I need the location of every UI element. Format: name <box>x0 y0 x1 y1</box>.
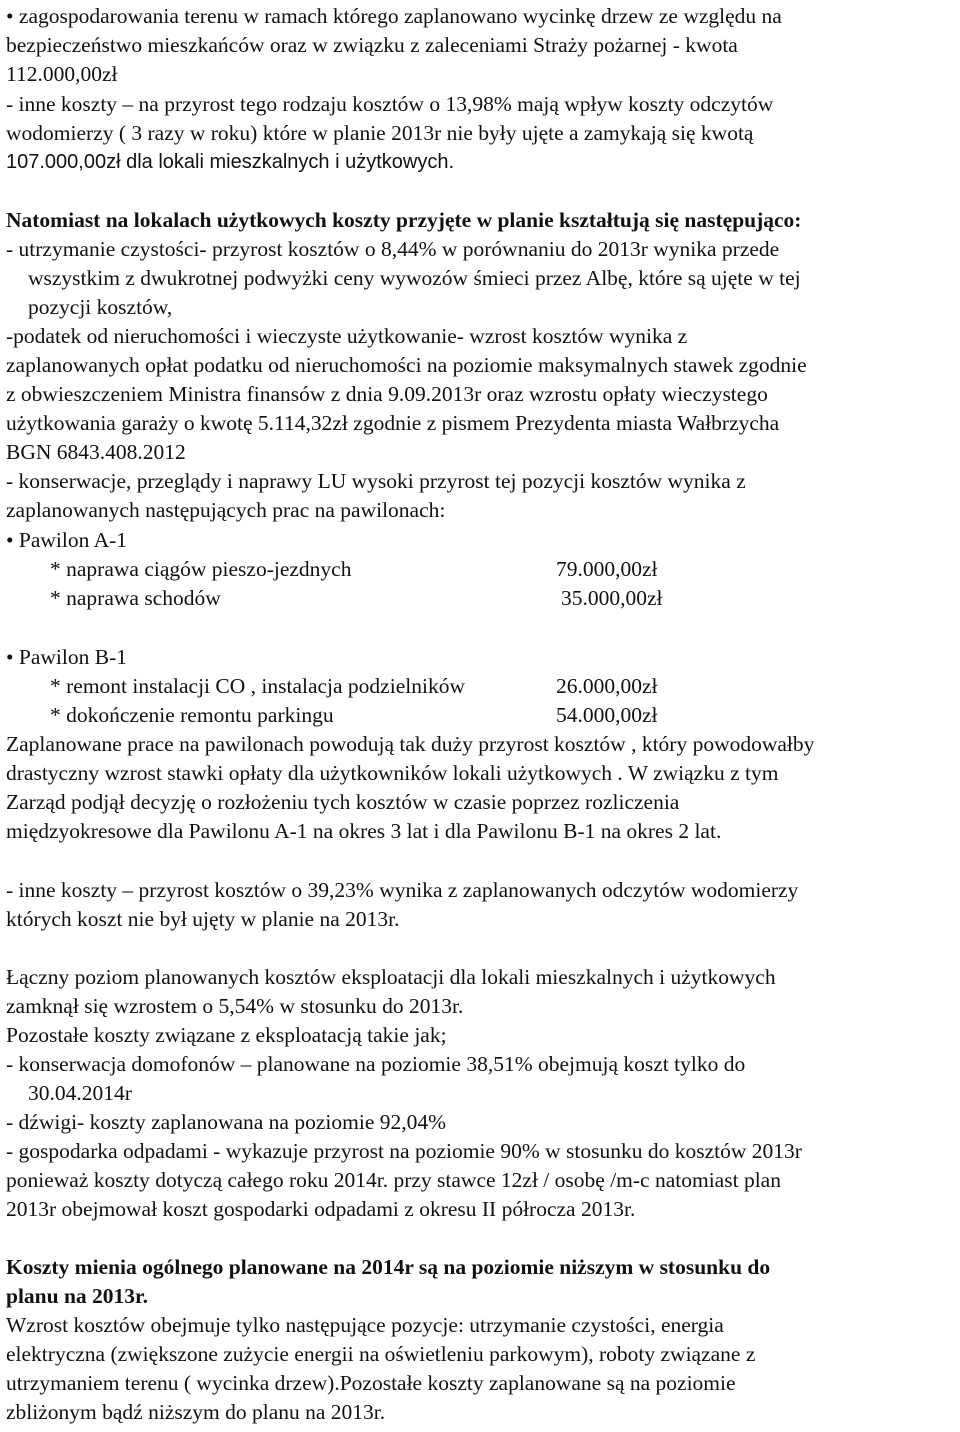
cost-item-amount: 35.000,00zł <box>561 586 663 610</box>
text-line: • zagospodarowania terenu w ramach którego zaplanowano wycinkę drzew ze względu na <box>6 4 782 28</box>
text-line: zaplanowanych następujących prac na pawilonach: <box>6 498 446 522</box>
text-line: wodomierzy ( 3 razy w roku) które w planie 2013r nie były ujęte a zamykają się kwotą <box>6 121 754 145</box>
text-line: -podatek od nieruchomości i wieczyste użytkowanie- wzrost kosztów wynika z <box>6 324 688 348</box>
pawilon-a-title: • Pawilon A-1 <box>6 528 128 552</box>
text-line: pozycji kosztów, <box>28 295 173 319</box>
text-line: - konserwacja domofonów – planowane na poziomie 38,51% obejmują koszt tylko do <box>6 1052 746 1076</box>
cost-item-label: * dokończenie remontu parkingu <box>50 703 334 727</box>
text-line: 107.000,00zł dla lokali mieszkalnych i użytkowych. <box>6 151 454 173</box>
text-line: 30.04.2014r <box>28 1081 132 1105</box>
text-line: - utrzymanie czystości- przyrost kosztów o 8,44% w porównaniu do 2013r wynika przede <box>6 237 780 261</box>
cost-item-label: * naprawa ciągów pieszo-jezdnych <box>50 557 352 581</box>
text-line: ponieważ koszty dotyczą całego roku 2014r. przy stawce 12zł / osobę /m-c natomiast plan <box>6 1168 781 1192</box>
cost-item-label: * remont instalacji CO , instalacja podzielników <box>50 674 465 698</box>
text-line: - inne koszty – przyrost kosztów o 39,23% wynika z zaplanowanych odczytów wodomierzy <box>6 878 799 902</box>
text-line: Wzrost kosztów obejmuje tylko następujące pozycje: utrzymanie czystości, energia <box>6 1313 724 1337</box>
text-line: zbliżonym bądź niższym do planu na 2013r. <box>6 1400 386 1424</box>
text-line: zaplanowanych opłat podatku od nieruchomości na poziomie maksymalnych stawek zgodnie <box>6 353 807 377</box>
text-line: - konserwacje, przeglądy i naprawy LU wysoki przyrost tej pozycji kosztów wynika z <box>6 469 746 493</box>
text-line: Łączny poziom planowanych kosztów eksploatacji dla lokali mieszkalnych i użytkowych <box>6 965 776 989</box>
text-line: - dźwigi- koszty zaplanowana na poziomie 92,04% <box>6 1110 447 1134</box>
cost-item-amount: 26.000,00zł <box>556 674 658 698</box>
text-line: - gospodarka odpadami - wykazuje przyrost na poziomie 90% w stosunku do kosztów 2013r <box>6 1139 802 1163</box>
text-line: z obwieszczeniem Ministra finansów z dnia 9.09.2013r oraz wzrostu opłaty wieczystego <box>6 382 768 406</box>
text-line: międzyokresowe dla Pawilonu A-1 na okres 3 lat i dla Pawilonu B-1 na okres 2 lat. <box>6 819 722 843</box>
section-heading: Natomiast na lokalach użytkowych koszty przyjęte w planie kształtują się następująco: <box>6 208 802 232</box>
text-line: Zaplanowane prace na pawilonach powodują tak duży przyrost kosztów , który powodowałby <box>6 732 815 756</box>
text-line: Pozostałe koszty związane z eksploatacją takie jak; <box>6 1023 447 1047</box>
text-line: elektryczna (zwiększone zużycie energii na oświetleniu parkowym), roboty związane z <box>6 1342 756 1366</box>
text-line: 2013r obejmował koszt gospodarki odpadami z okresu II półrocza 2013r. <box>6 1197 636 1221</box>
text-line: drastyczny wzrost stawki opłaty dla użytkowników lokali użytkowych . W związku z tym <box>6 761 779 785</box>
text-line: zamknął się wzrostem o 5,54% w stosunku do 2013r. <box>6 994 464 1018</box>
text-line: 112.000,00zł <box>6 62 118 86</box>
section-heading: planu na 2013r. <box>6 1284 148 1308</box>
text-line: - inne koszty – na przyrost tego rodzaju kosztów o 13,98% mają wpływ koszty odczytów <box>6 92 774 116</box>
section-heading: Koszty mienia ogólnego planowane na 2014r są na poziomie niższym w stosunku do <box>6 1255 771 1279</box>
cost-item-amount: 54.000,00zł <box>556 703 658 727</box>
cost-item-amount: 79.000,00zł <box>556 557 658 581</box>
cost-item-label: * naprawa schodów <box>50 586 221 610</box>
text-line: utrzymaniem terenu ( wycinka drzew).Pozostałe koszty zaplanowane są na poziomie <box>6 1371 736 1395</box>
text-line: użytkowania garaży o kwotę 5.114,32zł zgodnie z pismem Prezydenta miasta Wałbrzycha <box>6 411 780 435</box>
text-line: Zarząd podjął decyzję o rozłożeniu tych kosztów w czasie poprzez rozliczenia <box>6 790 680 814</box>
text-line: BGN 6843.408.2012 <box>6 440 186 464</box>
text-line: wszystkim z dwukrotnej podwyżki ceny wywozów śmieci przez Albę, które są ujęte w tej <box>28 266 801 290</box>
text-line: których koszt nie był ujęty w planie na 2013r. <box>6 907 400 931</box>
pawilon-b-title: • Pawilon B-1 <box>6 645 128 669</box>
text-line: bezpieczeństwo mieszkańców oraz w związku z zaleceniami Straży pożarnej - kwota <box>6 33 738 57</box>
